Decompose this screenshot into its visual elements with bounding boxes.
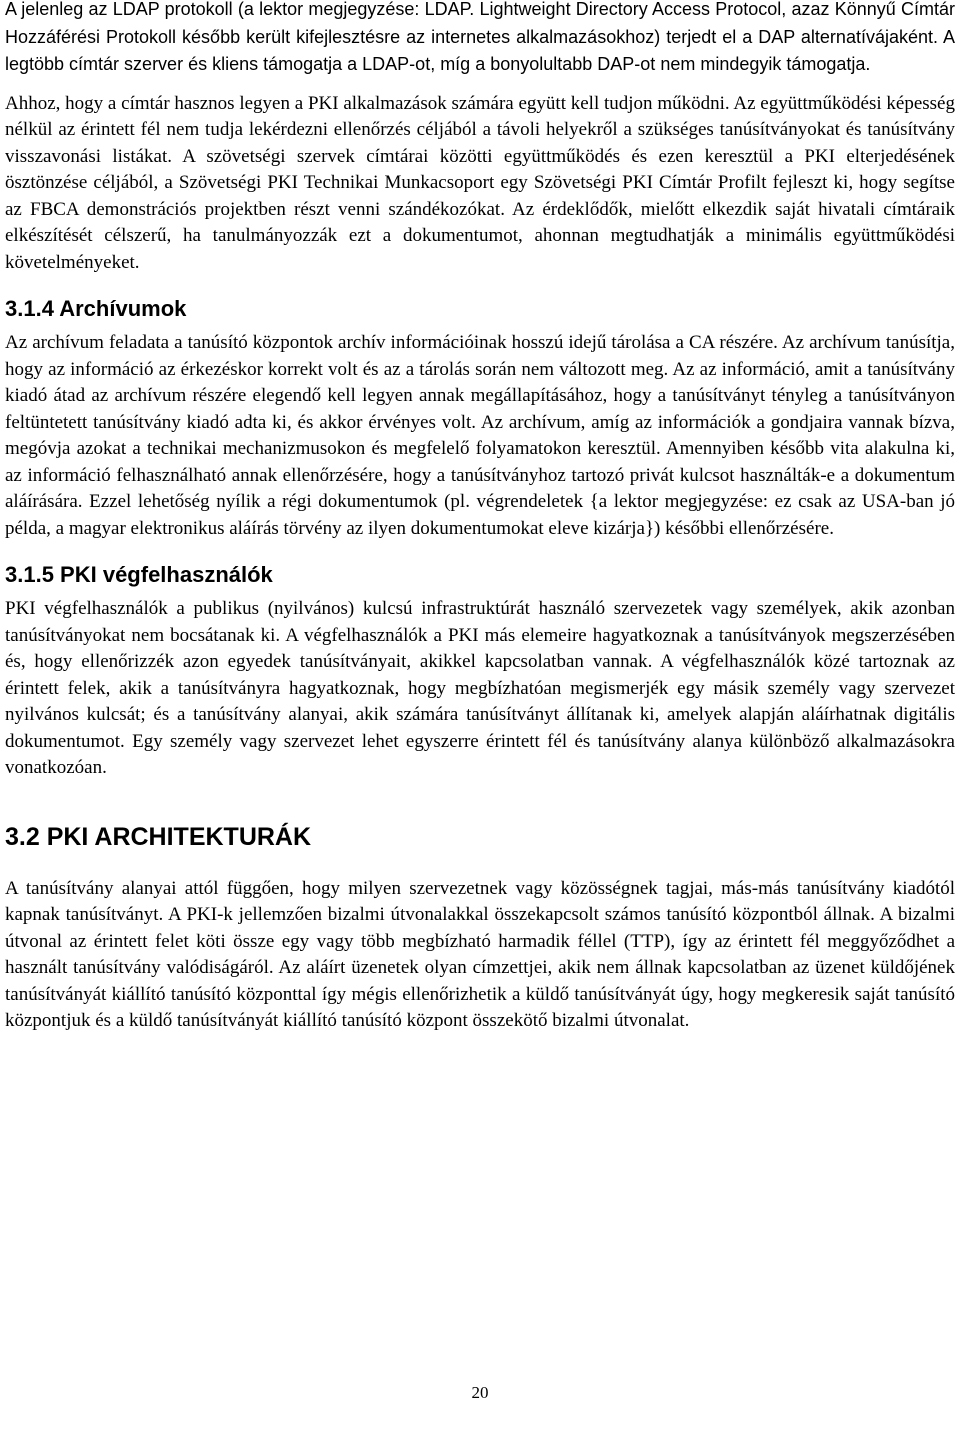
- interoperability-paragraph: Ahhoz, hogy a címtár hasznos legyen a PKI alkalmazások számára együtt kell tudjon működni. Az együttműködési képesség nélkül az érintett fél nem tudja lekérdezni ellenőrzés céljából a távoli helyekről a szükséges tanúsítványokat és tanúsítvány visszavonási listákat. A szövetségi szervek címtárai közötti együttműködés és ezen keresztül a PKI elterjedésének ösztönzése céljából, a Szövetségi PKI Technikai Munkacsoport egy Szövetségi PKI Címtár Profilt fejleszt ki, hogy segítse az FBCA demonstrációs projektben részt venni szándékozókat. Az érdeklődők, mielőtt elkezdik saját hivatali címtáraik elkészítését célszerű, ha tanulmányozzák ezt a dokumentumot, ahonnan megtudhatják a minimális együttműködési követelményeket.: [5, 92, 955, 273]
- spacer: [5, 79, 955, 91]
- document-page: [5, 0, 955, 1035]
- spacer: [5, 854, 955, 876]
- archives-paragraph: Az archívum feladata a tanúsító központok archív információinak hosszú idejű tárolása a CA részére. Az archívum tanúsítja, hogy az információ az érkezéskor korrekt volt és az a tárolás során nem változott meg. Az az információ, amit a tanúsítvány kiadó átad az archívum részére elegendő kell legyen annak megállapításához, hogy a tanúsítványt tényleg a tanúsítványon feltüntetett tanúsítvány kiadó adta ki, és akkor érvényes volt. Az archívum, amíg az információk a gondjaira vannak bízva, megóvja azokat a technikai mechanizmusokon és megfelelő folyamatokon keresztül. Amennyiben később vita alakulna ki, az információ felhasználható annak ellenőrzésére, hogy a tanúsítványhoz tartozó privát kulcsot használták-e a dokumentum aláírására. Ezzel lehetőség nyílik a régi dokumentumok (pl. végrendeletek {a lektor megjegyzése: ez csak az USA-ban jó példa, a magyar elektronikus aláírás törvény az ilyen dokumentumokat eleve kizárja}) későbbi ellenőrzésére.: [5, 332, 955, 539]
- page-number: 20: [471, 1383, 489, 1402]
- spacer: [5, 782, 955, 820]
- end-users-paragraph: PKI végfelhasználók a publikus (nyilvános) kulcsú infrastruktúrát használó szervezetek vagy személyek, akik azonban tanúsítványokat nem bocsátanak ki. A végfelhasználók a PKI más elemeire hagyatkoznak a tanúsítványok megszerzésében és, hogy ellenőrizzék azon egyedek tanúsítványait, akikkel kapcsolatban vannak. A végfelhasználók közé tartoznak az érintett felek, akik a tanúsítványra hagyatkoznak, hogy megbízhatóan megismerjék egy másik személy vagy szervezet nyilvános kulcsát; és a tanúsítvány alanyai, akik számára tanúsítványt állítanak ki, amelyek alapján aláírhatnak digitális dokumentumot. Egy személy vagy szervezet lehet egyszerre érintett fél és tanúsítvány alanya különböző alkalmazásokra vonatkozóan.: [5, 598, 955, 778]
- intro-paragraph: [5, 0, 955, 79]
- section-heading-end-users: 3.1.5 PKI végfelhasználók: [5, 562, 273, 587]
- pki-architectures-paragraph: A tanúsítvány alanyai attól függően, hogy milyen szervezetnek vagy közösségnek tagjai, más-más tanúsítvány kiadótól kapnak tanúsítványt. A PKI-k jellemzően bizalmi útvonalakkal összekapcsolt számos tanúsító központból állnak. A bizalmi útvonal az érintett felet köti össze egy vagy több megbízható harmadik féllel (TTP), így az érintett fél meggyőződhet a használt tanúsítvány valódiságáról. Az aláírt üzenetek olyan címzettjei, akik nem állnak kapcsolatban az üzenet küldőjének tanúsítványát kiállító tanúsító központtal így mégis ellenőrizhetik a küldő tanúsítványát úgy, hogy megkeresik saját tanúsító központjuk és a küldő tanúsítványát kiállító tanúsító központ összekötő bizalmi útvonalat.: [5, 877, 955, 1031]
- intro-text: A jelenleg az LDAP protokoll (a lektor megjegyzése: LDAP. Lightweight Directory Access Protocol, azaz Könnyű Címtár Hozzáférési Protokoll később került kifejlesztésre az internetes alkalmazásokhoz) terjedt el a DAP alternatívájaként. A legtöbb címtár szerver és kliens támogatja a LDAP-ot, míg a bonyolultabb DAP-ot nem mindegyik támogatja.: [5, 0, 955, 74]
- section-heading-archives: 3.1.4 Archívumok: [5, 296, 187, 321]
- section-heading-pki-architectures: 3.2 PKI ARCHITEKTURÁK: [5, 822, 312, 851]
- spacer: [5, 276, 955, 294]
- spacer: [5, 542, 955, 560]
